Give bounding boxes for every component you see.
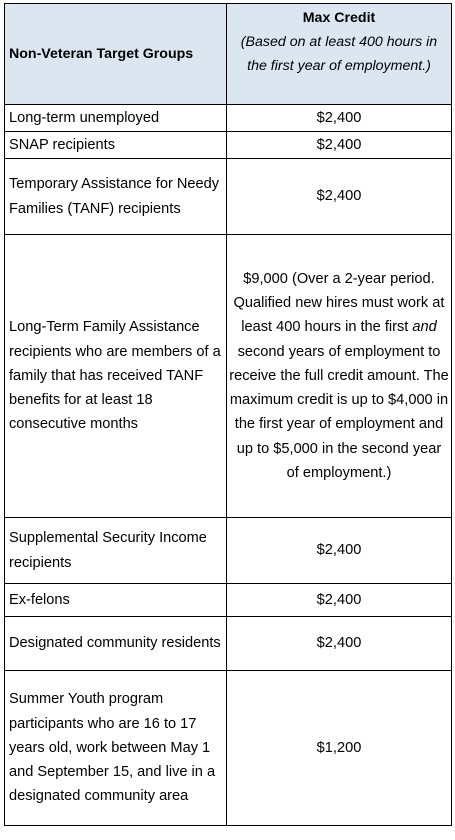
table-row [5, 518, 452, 584]
target-group-cell: Ex-felons [5, 584, 227, 617]
target-group-cell: Designated community residents [5, 617, 227, 671]
table-row [5, 235, 452, 518]
table-row [5, 159, 452, 235]
target-group-cell: Supplemental Security Income recipients [5, 518, 227, 584]
max-credit-cell [227, 235, 452, 518]
target-group-cell: SNAP recipients [5, 132, 227, 159]
max-credit-cell: $2,400 [227, 584, 452, 617]
table-row [5, 105, 452, 132]
table-row [5, 132, 452, 159]
max-credit-cell: $2,400 [227, 159, 452, 235]
target-group-cell: Temporary Assistance for Needy Families (TANF) recipients [5, 159, 227, 235]
table-header-row [5, 4, 452, 105]
max-credit-cell: $1,200 [227, 671, 452, 826]
target-group-cell: Long-Term Family Assistance recipients who are members of a family that has received TANF benefits for at least 18 consecutive months [5, 235, 227, 518]
tax-credit-table [4, 3, 452, 826]
table-row [5, 584, 452, 617]
credit-column-title: Max Credit [302, 10, 376, 26]
max-credit-cell: $2,400 [227, 518, 452, 584]
table-row [5, 671, 452, 826]
target-group-cell: Long-term unemployed [5, 105, 227, 132]
credit-text-part: $9,000 (Over a 2-year period. Qualified new hires must work at least 400 hours in the first [233, 271, 445, 336]
credit-column-note: (Based on at least 400 hours in the first year of employment.) [240, 34, 438, 75]
target-group-cell: Summer Youth program participants who are 16 to 17 years old, work between May 1 and September 15, and live in a designated community area [5, 671, 227, 826]
max-credit-cell: $2,400 [227, 105, 452, 132]
max-credit-cell: $2,400 [227, 132, 452, 159]
max-credit-cell: $2,400 [227, 617, 452, 671]
credit-text-part: second years of employment to receive the full credit amount. The maximum credit is up to $4,000 in the first year of employment and up to $5,000 in the second year of employment.) [229, 343, 449, 481]
table-row [5, 617, 452, 671]
credit-column-header [227, 4, 452, 105]
credit-text-emphasis: and [412, 319, 437, 336]
group-column-header: Non-Veteran Target Groups [5, 4, 227, 105]
